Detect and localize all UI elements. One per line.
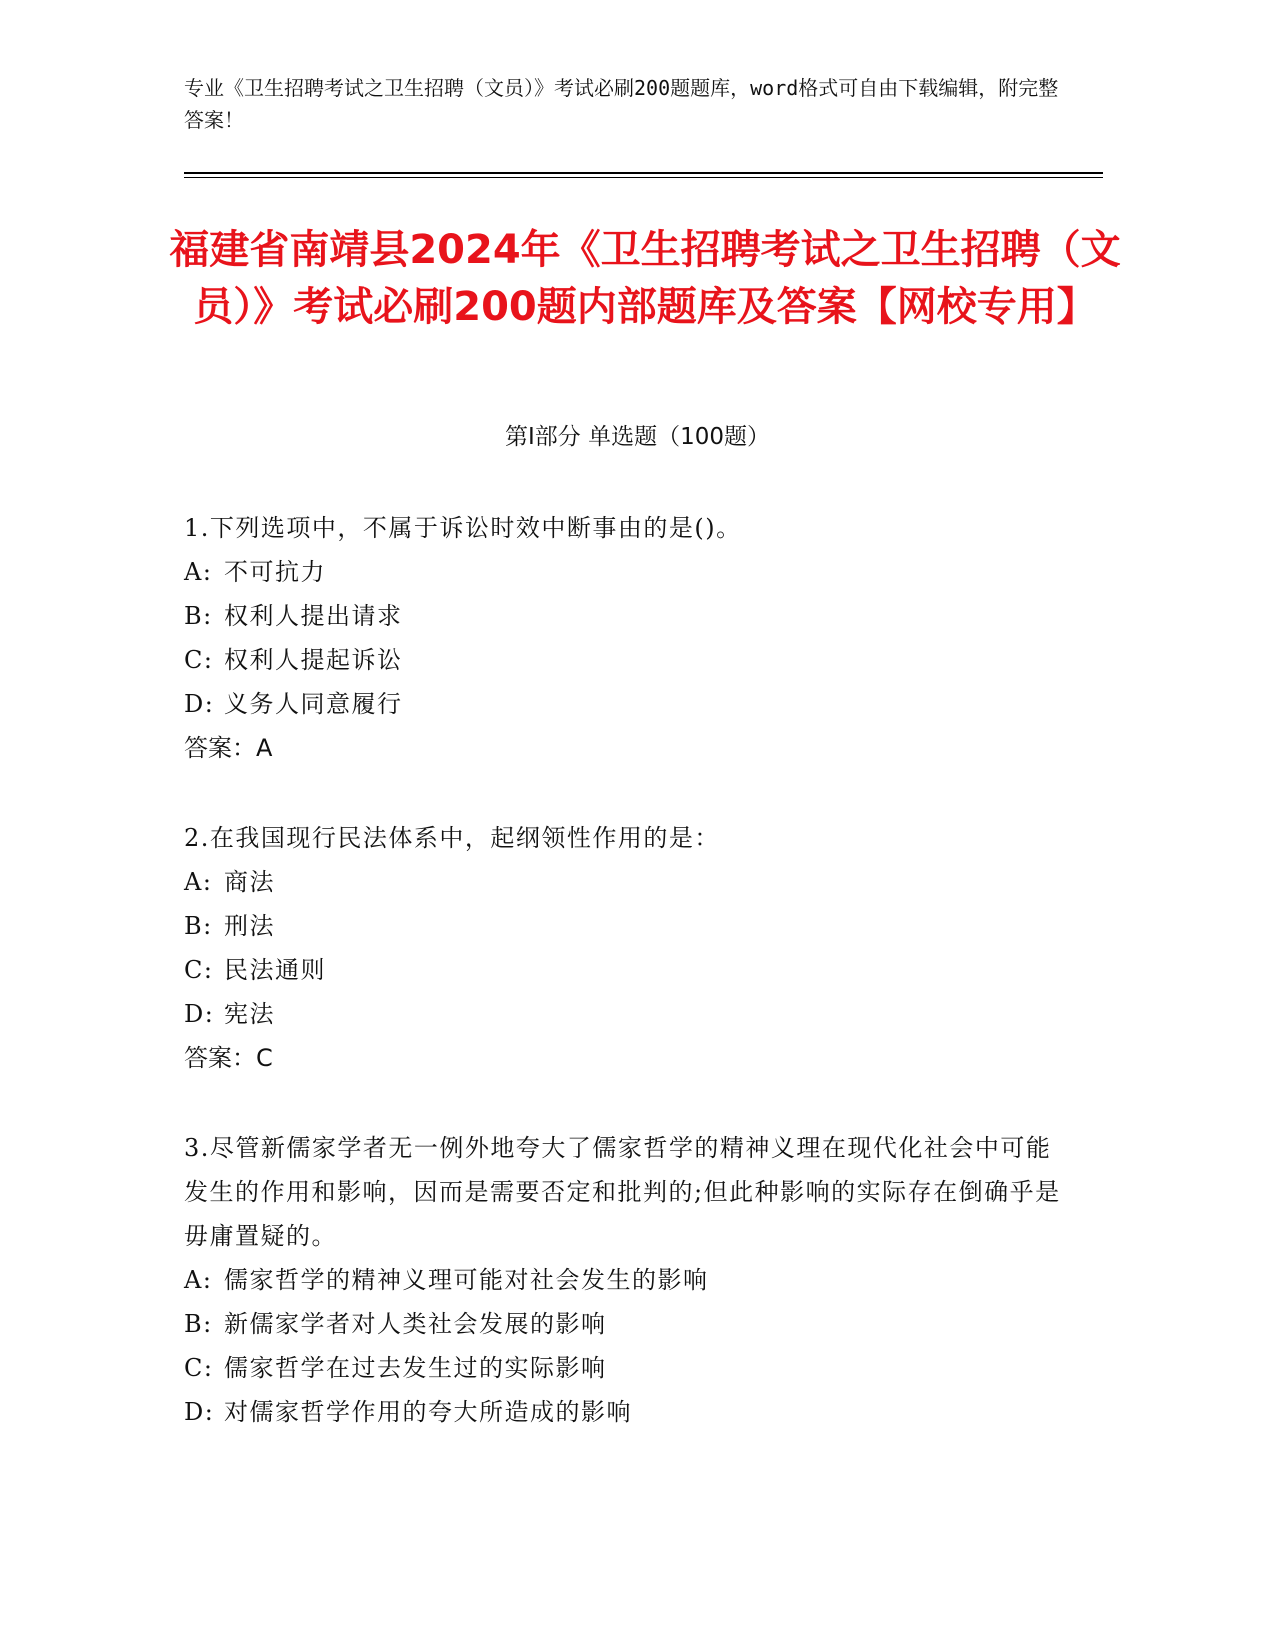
option-d [184, 682, 1064, 726]
option-letter: C: [184, 956, 214, 984]
option-letter: C: [184, 646, 214, 674]
option-letter: A: [184, 1266, 213, 1294]
option-letter: D: [184, 1000, 215, 1028]
option-d [184, 992, 1064, 1036]
option-letter: C: [184, 1354, 214, 1382]
option-text: 民法通则 [224, 956, 326, 984]
option-text: 宪法 [224, 1000, 275, 1028]
option-letter: B: [184, 1310, 213, 1338]
question-stem: 1.下列选项中，不属于诉讼时效中断事由的是()。 [184, 514, 742, 542]
option-text: 权利人提出请求 [224, 602, 403, 630]
option-b [184, 594, 1064, 638]
answer: 答案：C [184, 1044, 273, 1072]
option-letter: B: [184, 912, 213, 940]
option-a [184, 860, 1064, 904]
option-letter: D: [184, 690, 215, 718]
question-1 [184, 506, 1064, 770]
option-text: 刑法 [224, 912, 275, 940]
option-letter: A: [184, 868, 213, 896]
option-text: 不可抗力 [224, 558, 326, 586]
option-text: 新儒家学者对人类社会发展的影响 [224, 1310, 607, 1338]
question-stem: 3.尽管新儒家学者无一例外地夸大了儒家哲学的精神义理在现代化社会中可能发生的作用和影响，因而是需要否定和批判的;但此种影响的实际存在倒确乎是毋庸置疑的。 [184, 1134, 1061, 1250]
option-letter: D: [184, 1398, 215, 1426]
header-rule-thick [184, 172, 1103, 174]
option-a [184, 1258, 1064, 1302]
option-b [184, 1302, 1064, 1346]
option-text: 对儒家哲学作用的夸大所造成的影响 [224, 1398, 632, 1426]
option-text: 儒家哲学在过去发生过的实际影响 [224, 1354, 607, 1382]
document-title: 福建省南靖县2024年《卫生招聘考试之卫生招聘（文员）》考试必刷200题内部题库及答案【网校专用】 [169, 227, 1121, 330]
option-c [184, 948, 1064, 992]
question-2 [184, 816, 1064, 1080]
question-3 [184, 1126, 1064, 1434]
option-d [184, 1390, 1064, 1434]
option-text: 儒家哲学的精神义理可能对社会发生的影响 [224, 1266, 709, 1294]
question-list [184, 506, 1064, 1480]
question-stem: 2.在我国现行民法体系中，起纲领性作用的是： [184, 824, 720, 852]
option-c [184, 1346, 1064, 1390]
option-b [184, 904, 1064, 948]
header-note: 专业《卫生招聘考试之卫生招聘（文员）》考试必刷200题题库，word格式可自由下载编辑，附完整答案！ [184, 76, 1059, 132]
option-letter: A: [184, 558, 213, 586]
option-text: 商法 [224, 868, 275, 896]
option-text: 权利人提起诉讼 [224, 646, 403, 674]
section-heading: 第Ⅰ部分 单选题（100题） [505, 424, 770, 450]
option-text: 义务人同意履行 [224, 690, 403, 718]
option-a [184, 550, 1064, 594]
answer: 答案：A [184, 734, 273, 762]
header-rule-thin [184, 177, 1103, 178]
option-letter: B: [184, 602, 213, 630]
option-c [184, 638, 1064, 682]
